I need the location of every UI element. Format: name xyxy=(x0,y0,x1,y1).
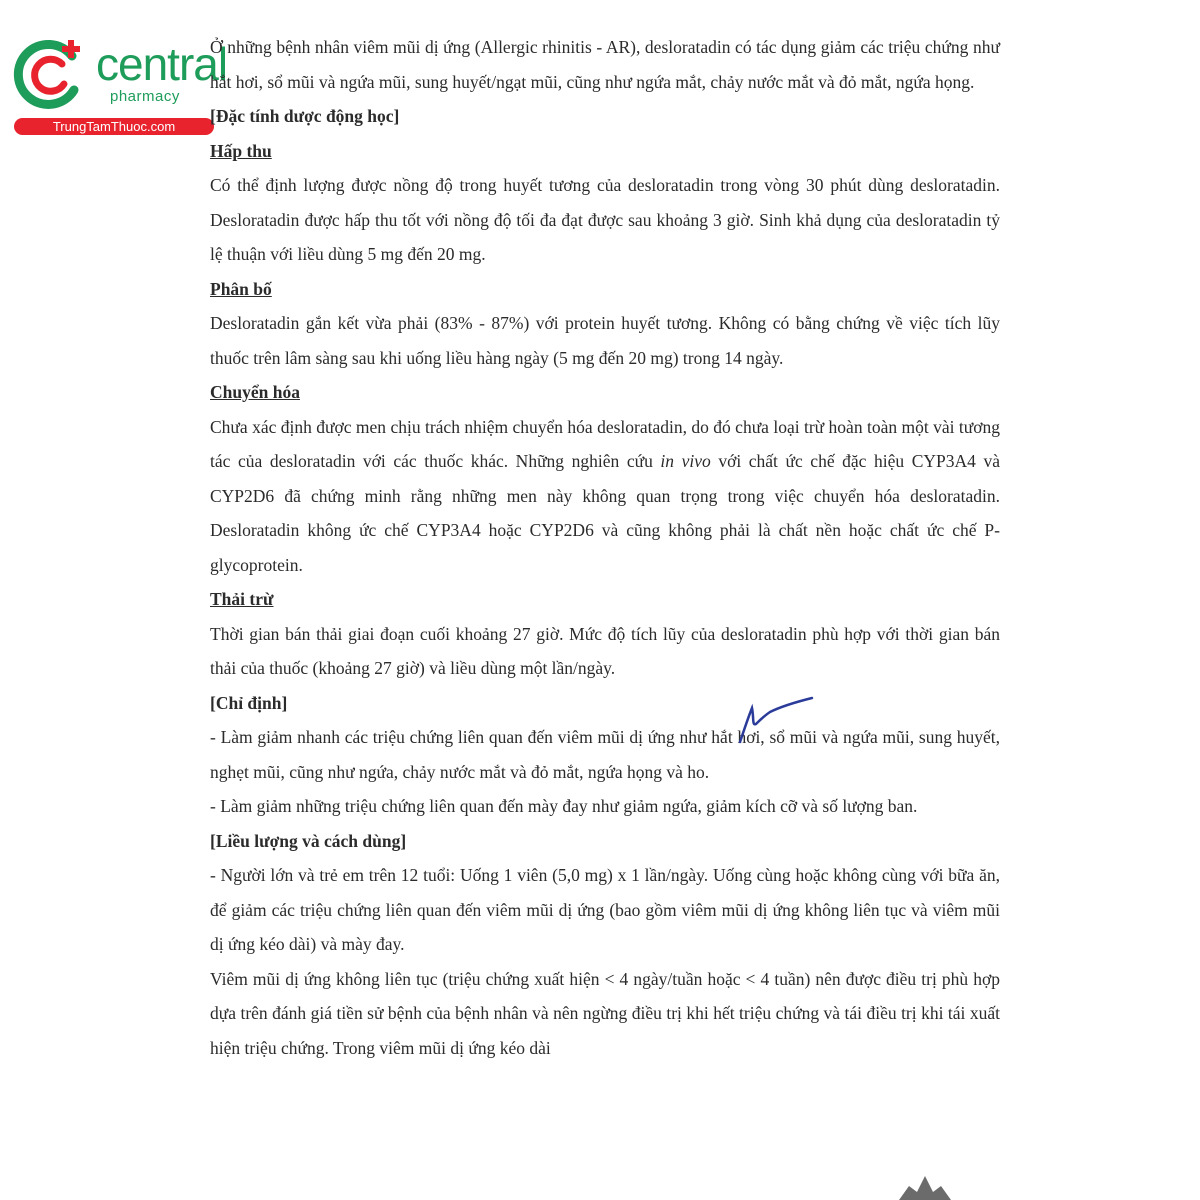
stamp-fragment xyxy=(895,1172,955,1200)
heading-dosage: [Liều lượng và cách dùng] xyxy=(210,830,407,851)
paragraph-ar-effects: Ở những bệnh nhân viêm mũi dị ứng (Allergic rhinitis - AR), desloratadin có tác dụng giảm các triệu chứng như hắt hơi, sổ mũi và ngứa mũi, sung huyết/ngạt mũi, cũng như ngứa mắt, chảy nước mắt và đỏ mắt, ngứa họng. xyxy=(210,37,1000,92)
heading-elimination: Thải trừ xyxy=(210,589,274,609)
paragraph-dosage-2: Viêm mũi dị ứng không liên tục (triệu chứng xuất hiện < 4 ngày/tuần hoặc < 4 tuần) nên được điều trị phù hợp dựa trên đánh giá tiền sử bệnh của bệnh nhân và nên ngừng điều trị khi hết triệu chứng và tái điều trị khi tái xuất hiện triệu chứng. Trong viêm mũi dị ứng kéo dài xyxy=(210,968,1000,1058)
logo-url-badge: TrungTamThuoc.com xyxy=(14,118,214,135)
paragraph-absorption: Có thể định lượng được nồng độ trong huyết tương của desloratadin trong vòng 30 phút dùng desloratadin. Desloratadin được hấp thu tốt với nồng độ tối đa đạt được sau khoảng 3 giờ. Sinh khả dụng của desloratadin tỷ lệ thuận với liều dùng 5 mg đến 20 mg. xyxy=(210,175,1000,264)
heading-indications: [Chỉ định] xyxy=(210,692,288,713)
metabolism-in-vivo: in vivo xyxy=(660,451,711,471)
paragraph-elimination: Thời gian bán thải giai đoạn cuối khoảng 27 giờ. Mức độ tích lũy của desloratadin phù hợp với thời gian bán thải của thuốc (khoảng 27 giờ) và liều dùng một lần/ngày. xyxy=(210,623,1000,678)
heading-metabolism: Chuyển hóa xyxy=(210,382,300,402)
metabolism-text-a: Chưa xác định được men chịu trách nhiệm chuyển hóa desloratadin, do đó chưa loại trừ hoàn toàn một vài tương tác của desloratadin với các thuốc khác. Những nghiên cứu xyxy=(210,416,1000,471)
paragraph-indication-1: - Làm giảm nhanh các triệu chứng liên quan đến viêm mũi dị ứng như hắt hơi, sổ mũi và ngứa mũi, sung huyết, nghẹt mũi, cũng như ngứa, chảy nước mắt và đỏ mắt, ngứa họng và ho. xyxy=(210,727,1000,782)
pharmacy-c-logo-icon xyxy=(10,34,90,114)
logo-brand-text: central xyxy=(96,38,228,90)
paragraph-metabolism xyxy=(210,410,1000,583)
heading-pharmacokinetics: [Đặc tính dược động học] xyxy=(210,106,400,126)
heading-distribution: Phân bố xyxy=(210,278,272,299)
metabolism-text-b: với chất ức chế đặc hiệu CYP3A4 và CYP2D6 đã chứng minh rằng những men này không quan trọng trong việc chuyển hóa desloratadin. Desloratadin không ức chế CYP3A4 hoặc CYP2D6 và cũng không phải là chất nền hoặc chất ức chế P-glycoprotein. xyxy=(210,451,1000,575)
logo-subtitle: pharmacy xyxy=(110,88,180,105)
central-pharmacy-logo xyxy=(10,34,228,138)
paragraph-dosage-1: - Người lớn và trẻ em trên 12 tuổi: Uống 1 viên (5,0 mg) x 1 lần/ngày. Uống cùng hoặc không cùng với bữa ăn, để giảm các triệu chứng liên quan đến viêm mũi dị ứng (bao gồm viêm mũi dị ứng không liên tục và viêm mũi dị ứng kéo dài) và mày đay. xyxy=(210,865,1000,954)
signature-mark xyxy=(730,690,820,750)
heading-absorption: Hấp thu xyxy=(210,140,272,161)
paragraph-distribution: Desloratadin gắn kết vừa phải (83% - 87%) với protein huyết tương. Không có bằng chứng về việc tích lũy thuốc trên lâm sàng sau khi uống liều hàng ngày (5 mg đến 20 mg) trong 14 ngày. xyxy=(210,313,1000,368)
document-body xyxy=(210,30,1000,1065)
paragraph-indication-2: - Làm giảm những triệu chứng liên quan đến mày đay như giảm ngứa, giảm kích cỡ và số lượng ban. xyxy=(210,796,918,816)
